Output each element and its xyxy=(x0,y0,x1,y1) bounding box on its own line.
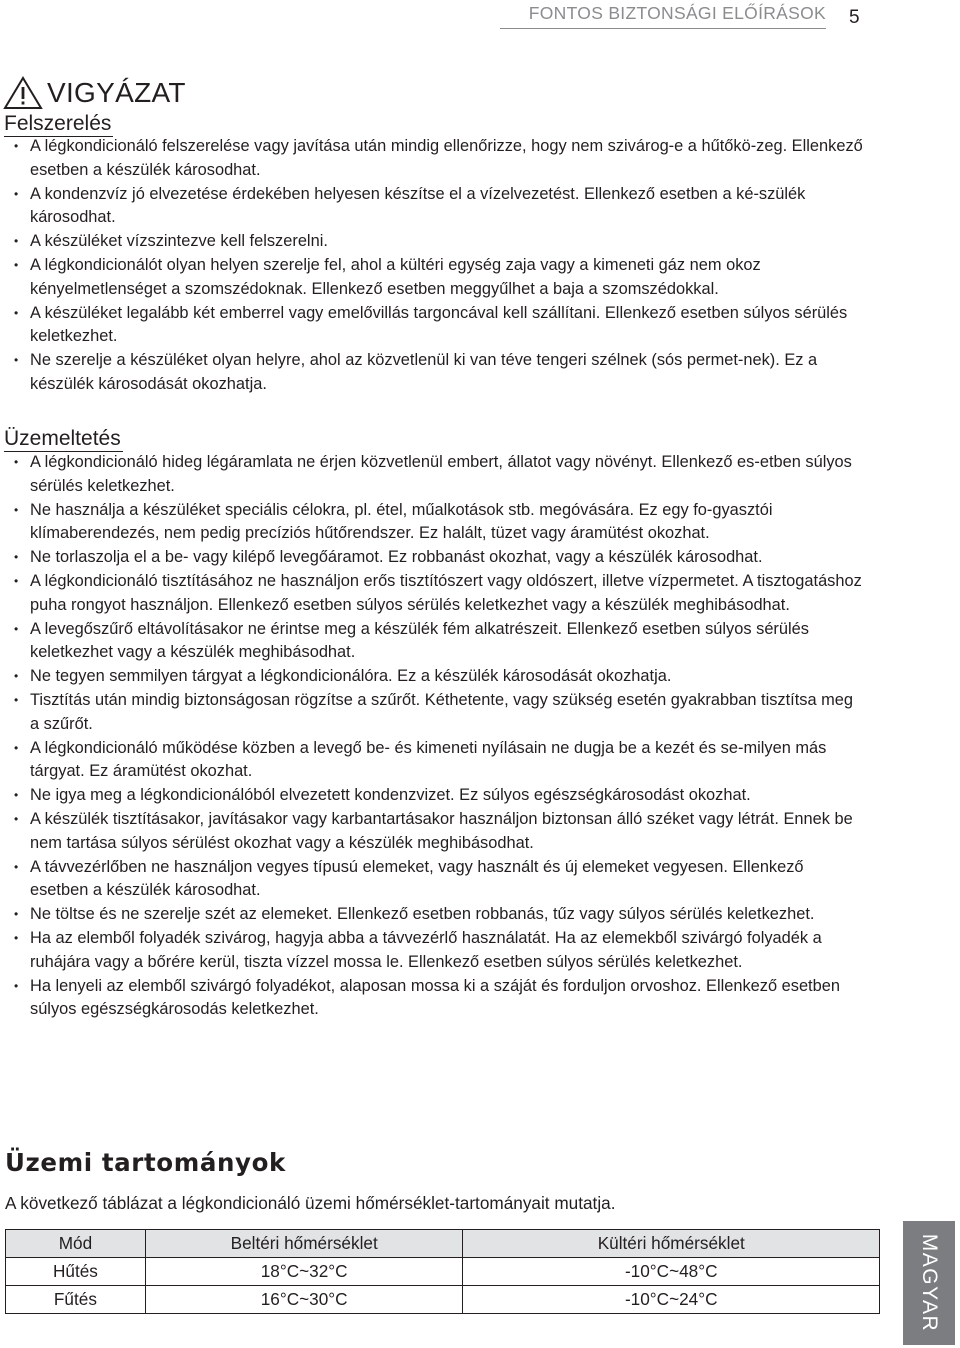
installation-title: Felszerelés xyxy=(4,112,112,135)
cell-indoor: 18°C~32°C xyxy=(145,1258,463,1286)
operating-ranges-title: Üzemi tartományok xyxy=(5,1148,286,1177)
language-tab xyxy=(903,1221,955,1345)
list-item: • Ne használja a készüléket speciális célokra, pl. étel, műalkotások stb. megóvására. Ez egy fo-gyasztói klímaberendezés, nem pedig precíziós hűtőrendszer. Ez halált, tüzet vagy áramütést okozhat. xyxy=(14,499,864,546)
list-item: • A légkondicionáló hideg légáramlata ne érjen közvetlenül embert, állatot vagy növényt. Ellenkező es-etben súlyos sérülés keletkezhet. xyxy=(14,451,864,498)
list-item: • Tisztítás után mindig biztonságosan rögzítse a szűrőt. Kéthetente, vagy szükség esetén gyakrabban tisztítsa meg a szűrőt. xyxy=(14,689,864,736)
cell-outdoor: -10°C~48°C xyxy=(463,1258,880,1286)
cell-mode: Fűtés xyxy=(6,1286,146,1314)
operation-list xyxy=(14,451,864,1022)
warning-triangle-icon xyxy=(3,76,43,110)
cell-outdoor: -10°C~24°C xyxy=(463,1286,880,1314)
list-item: • Ne tegyen semmilyen tárgyat a légkondicionálóra. Ez a készülék károsodását okozhatja. xyxy=(14,665,864,689)
list-item: • A légkondicionálót olyan helyen szerelje fel, ahol a kültéri egység zaja vagy a kimeneti gáz nem okoz kényelmetlenséget a szomszédoknak. Ellenkező esetben meggyűlhet a baja a szomszédokkal. xyxy=(14,254,864,301)
list-item: • A légkondicionáló felszerelése vagy javítása után mindig ellenőrizze, hogy nem szivárog-e a hűtőkö-zeg. Ellenkező esetben a készülék károsodhat. xyxy=(14,135,864,182)
list-item: • A távvezérlőben ne használjon vegyes típusú elemeket, vagy használt és új elemeket vegyesen. Ellenkező esetben a készülék károsodhat. xyxy=(14,856,864,903)
list-item: • Ne szerelje a készüléket olyan helyre, ahol az közvetlenül ki van téve tengeri szélnek (sós permet-nek). Ez a készülék károsodását okozhatja. xyxy=(14,349,864,396)
list-item: • A készülék tisztításakor, javításakor vagy karbantartásakor használjon biztonsan álló széket vagy létrát. Ennek be nem tartása súlyos sérülést okozhat vagy a készülék meghibásodhat. xyxy=(14,808,864,855)
column-header-mode: Mód xyxy=(6,1230,146,1258)
list-item: • A kondenzvíz jó elvezetése érdekében helyesen készítse el a vízelvezetést. Ellenkező esetben a ké-szülék károsodhat. xyxy=(14,183,864,230)
list-item: • Ne igya meg a légkondicionálóból elvezetett kondenzvizet. Ez súlyos egészségkárosodást okozhat. xyxy=(14,784,864,808)
operating-ranges-table xyxy=(5,1229,880,1314)
installation-list xyxy=(14,135,864,397)
language-tab-label: MAGYAR xyxy=(918,1233,941,1333)
column-header-indoor: Beltéri hőmérséklet xyxy=(145,1230,463,1258)
operating-ranges-intro: A következő táblázat a légkondicionáló üzemi hőmérséklet-tartományait mutatja. xyxy=(5,1193,616,1213)
table-row xyxy=(6,1286,880,1314)
cell-indoor: 16°C~30°C xyxy=(145,1286,463,1314)
list-item: • A készüléket legalább két emberrel vagy emelővillás targoncával kell szállítani. Ellenkező esetben súlyos sérülés keletkezhet. xyxy=(14,302,864,349)
list-item: • Ha lenyeli az elemből szivárgó folyadékot, alaposan mossa ki a száját és forduljon orvoshoz. Ellenkező esetben súlyos egészségkárosodás keletkezhet. xyxy=(14,975,864,1022)
column-header-outdoor: Kültéri hőmérséklet xyxy=(463,1230,880,1258)
table-header-row xyxy=(6,1230,880,1258)
list-item: • Ne töltse és ne szerelje szét az elemeket. Ellenkező esetben robbanás, tűz vagy súlyos sérülés keletkezhet. xyxy=(14,903,864,927)
cell-mode: Hűtés xyxy=(6,1258,146,1286)
list-item: • A légkondicionáló működése közben a levegő be- és kimeneti nyílásain ne dugja be a kezét és se-milyen más tárgyat. Ez áramütést okozhat. xyxy=(14,737,864,784)
table-row xyxy=(6,1258,880,1286)
list-item: • A készüléket vízszintezve kell felszerelni. xyxy=(14,230,864,254)
list-item: • A légkondicionáló tisztításához ne használjon erős tisztítószert vagy oldószert, illetve vízpermetet. A tisztogatáshoz puha rongyot használjon. Ellenkező esetben súlyos sérülés keletkezhet vagy a készülék meghibásodhat. xyxy=(14,570,864,617)
header-section-title: FONTOS BIZTONSÁGI ELŐÍRÁSOK xyxy=(500,3,826,29)
caution-heading xyxy=(3,76,186,110)
list-item: • A levegőszűrő eltávolításakor ne érintse meg a készülék fém alkatrészeit. Ellenkező esetben súlyos sérülés keletkezhet vagy a készülék meghibásodhat. xyxy=(14,618,864,665)
operation-title: Üzemeltetés xyxy=(4,427,121,450)
caution-label: VIGYÁZAT xyxy=(47,77,186,108)
page-number: 5 xyxy=(849,7,860,28)
list-item: • Ha az elemből folyadék szivárog, hagyja abba a távvezérlő használatát. Ha az elemekből szivárgó folyadék a ruhájára vagy a bőrére kerül, tiszta vízzel mossa le. Ellenkező esetben súlyos sérülés keletkezhet. xyxy=(14,927,864,974)
list-item: • Ne torlaszolja el a be- vagy kilépő levegőáramot. Ez robbanást okozhat, vagy a készülék károsodhat. xyxy=(14,546,864,570)
